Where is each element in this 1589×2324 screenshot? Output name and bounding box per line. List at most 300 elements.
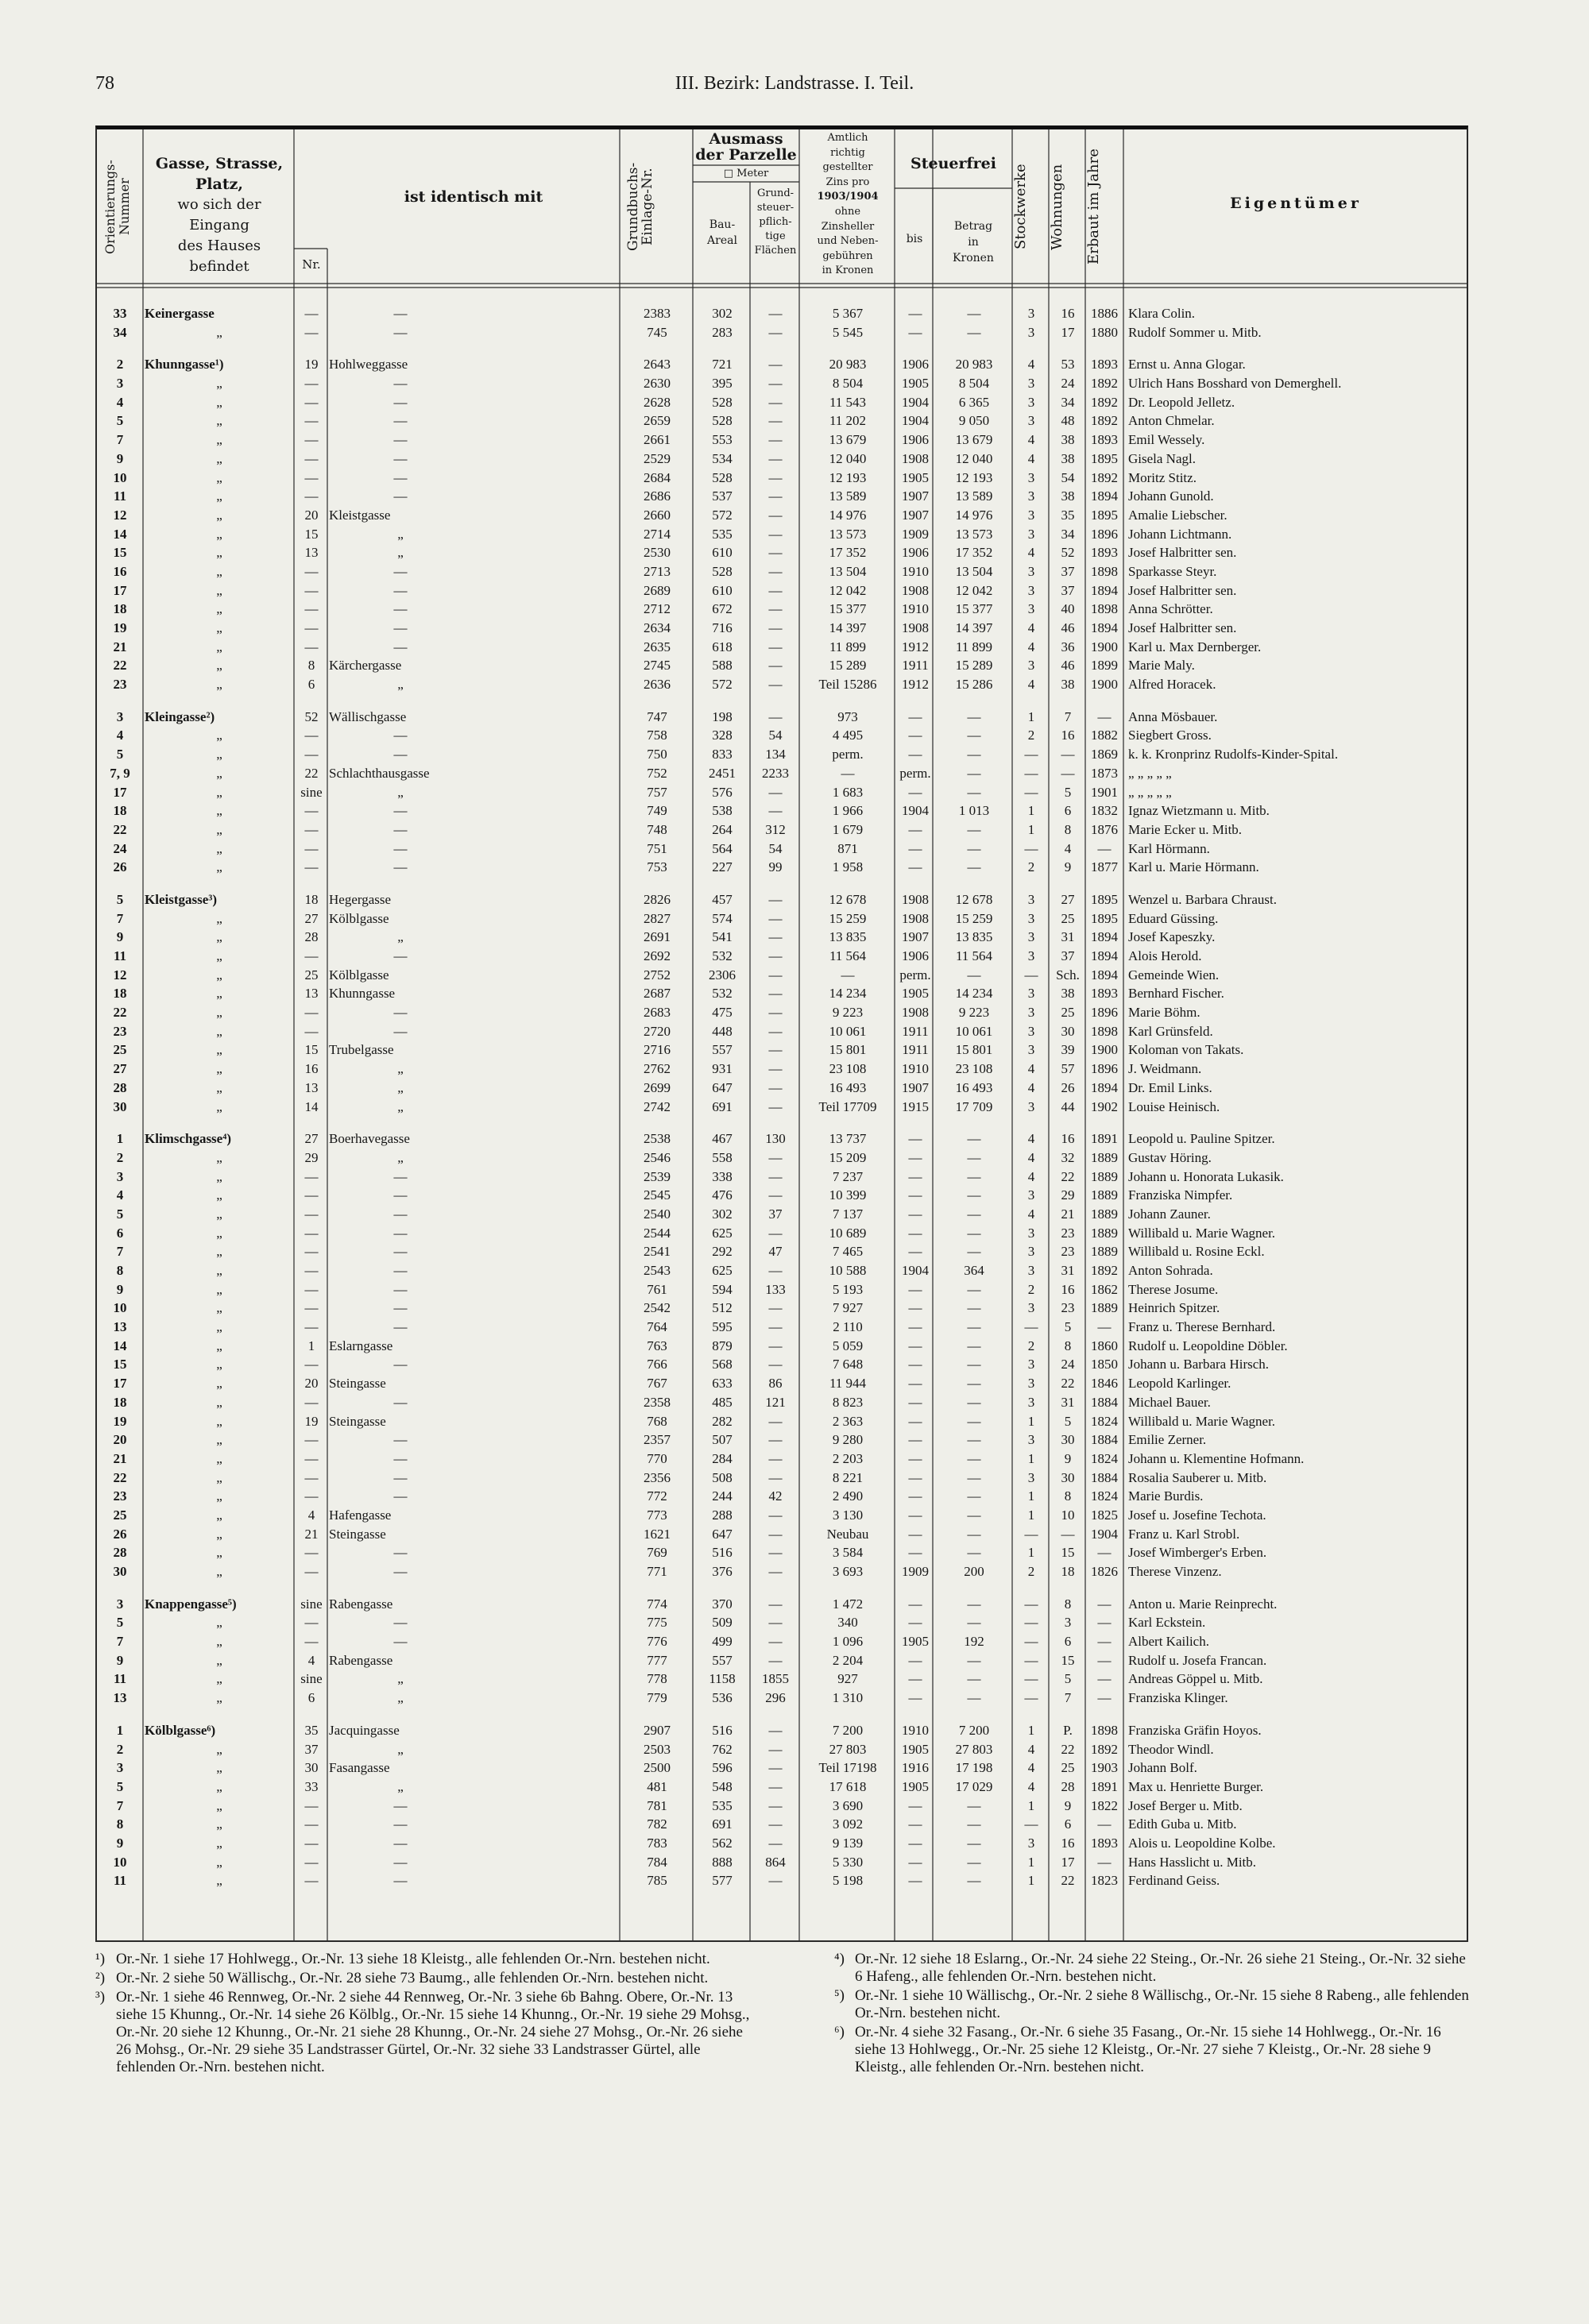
cell-eigentuemer: Franziska Nimpfer. bbox=[1128, 1187, 1233, 1203]
cell-nr: — bbox=[304, 1797, 319, 1813]
cell-grundbuch: 785 bbox=[647, 1873, 667, 1889]
cell-or-nr: 17 bbox=[113, 1376, 127, 1392]
cell-stockwerke: 2 bbox=[1027, 728, 1035, 743]
col-header-grundsteuer bbox=[752, 187, 799, 258]
cell-stockwerke: 4 bbox=[1027, 1760, 1035, 1776]
cell-steuerfrei-betrag: 8 504 bbox=[958, 376, 990, 392]
cell-identisch: — bbox=[393, 601, 408, 617]
cell-steuerfrei-bis: — bbox=[908, 1671, 922, 1687]
cell-wohnungen: 8 bbox=[1064, 1488, 1072, 1504]
cell-erbaut: 1892 bbox=[1091, 376, 1118, 392]
cell-erbaut: 1889 bbox=[1091, 1206, 1118, 1222]
cell-erbaut: 1898 bbox=[1091, 563, 1118, 579]
cell-bauareal: 716 bbox=[712, 620, 733, 635]
cell-grundbuch: 481 bbox=[647, 1778, 667, 1794]
cell-street: „ bbox=[216, 601, 222, 617]
cell-eigentuemer: Marie Burdis. bbox=[1128, 1488, 1204, 1504]
cell-zins: 7 137 bbox=[832, 1206, 864, 1222]
cell-zins: 10 399 bbox=[829, 1187, 867, 1203]
cell-steuerfrei-betrag: — bbox=[967, 1507, 981, 1523]
cell-bauareal: 535 bbox=[712, 1797, 733, 1813]
table-row bbox=[97, 858, 1467, 877]
cell-zins: 340 bbox=[837, 1615, 858, 1631]
cell-steuerfrei-bis: 1909 bbox=[902, 1564, 929, 1579]
cell-identisch: Fasangasse bbox=[329, 1760, 390, 1776]
cell-bauareal: 485 bbox=[712, 1394, 733, 1410]
cell-steuerfrei-betrag: — bbox=[967, 324, 981, 340]
cell-grundbuch: 2635 bbox=[644, 639, 671, 654]
cell-bauareal: 507 bbox=[712, 1432, 733, 1448]
cell-nr: — bbox=[304, 1263, 319, 1278]
cell-steuerfrei-betrag: — bbox=[967, 967, 981, 982]
footnote bbox=[95, 1989, 755, 2076]
cell-zins: 15 289 bbox=[829, 658, 867, 674]
cell-zins: 1 096 bbox=[832, 1634, 864, 1650]
cell-street: „ bbox=[216, 1432, 222, 1448]
cell-grundsteuer: — bbox=[768, 1300, 783, 1316]
cell-grundbuch: 2720 bbox=[644, 1023, 671, 1039]
cell-or-nr: 7 bbox=[116, 1244, 124, 1260]
cell-zins: 5 059 bbox=[832, 1338, 864, 1353]
cell-steuerfrei-bis: — bbox=[908, 306, 922, 321]
table-row bbox=[97, 1040, 1467, 1060]
cell-bauareal: 227 bbox=[712, 859, 733, 875]
cell-steuerfrei-betrag: — bbox=[967, 1413, 981, 1429]
cell-nr: 29 bbox=[304, 1149, 319, 1165]
cell-grundbuch: 2538 bbox=[644, 1131, 671, 1147]
cell-stockwerke: — bbox=[1024, 747, 1038, 762]
cell-stockwerke: 3 bbox=[1027, 306, 1035, 321]
cell-bauareal: 534 bbox=[712, 450, 733, 466]
cell-erbaut: 1869 bbox=[1091, 747, 1118, 762]
cell-grundsteuer: 37 bbox=[768, 1206, 783, 1222]
cell-stockwerke: 3 bbox=[1027, 986, 1035, 1002]
cell-stockwerke: 4 bbox=[1027, 545, 1035, 561]
cell-street: Kölblgasse⁶) bbox=[145, 1722, 216, 1738]
cell-grundsteuer: — bbox=[768, 1615, 783, 1631]
table-row bbox=[97, 1261, 1467, 1280]
cell-stockwerke: 3 bbox=[1027, 1357, 1035, 1372]
cell-erbaut: — bbox=[1097, 1319, 1112, 1335]
cell-identisch: — bbox=[393, 488, 408, 504]
table-row bbox=[97, 487, 1467, 506]
cell-steuerfrei-betrag: — bbox=[967, 1835, 981, 1851]
cell-erbaut: 1895 bbox=[1091, 910, 1118, 926]
cell-steuerfrei-bis: — bbox=[908, 821, 922, 837]
cell-stockwerke: 1 bbox=[1027, 1545, 1035, 1561]
table-row bbox=[97, 890, 1467, 909]
cell-or-nr: 27 bbox=[113, 1061, 127, 1077]
table-row bbox=[97, 1506, 1467, 1525]
cell-stockwerke: 1 bbox=[1027, 1507, 1035, 1523]
cell-grundbuch: 2762 bbox=[644, 1061, 671, 1077]
cell-wohnungen: 22 bbox=[1061, 1873, 1075, 1889]
cell-bauareal: 541 bbox=[712, 929, 733, 945]
cell-nr: — bbox=[304, 1488, 319, 1504]
cell-or-nr: 22 bbox=[113, 1469, 127, 1485]
table-row bbox=[97, 1079, 1467, 1098]
cell-eigentuemer: Alfred Horacek. bbox=[1128, 677, 1216, 693]
cell-or-nr: 22 bbox=[113, 821, 127, 837]
table-row bbox=[97, 1022, 1467, 1041]
cell-wohnungen: 30 bbox=[1061, 1432, 1075, 1448]
cell-steuerfrei-bis: 1907 bbox=[902, 929, 929, 945]
cell-bauareal: 2451 bbox=[709, 765, 736, 781]
cell-wohnungen: 39 bbox=[1061, 1042, 1075, 1058]
cell-nr: 52 bbox=[304, 708, 319, 724]
cell-wohnungen: Sch. bbox=[1056, 967, 1080, 982]
cell-wohnungen: 10 bbox=[1061, 1507, 1075, 1523]
col-header-betrag-line2: in bbox=[968, 236, 979, 249]
cell-or-nr: 1 bbox=[116, 1131, 124, 1147]
cell-wohnungen: 53 bbox=[1061, 357, 1075, 373]
cell-or-nr: 9 bbox=[116, 929, 124, 945]
cell-or-nr: 18 bbox=[113, 986, 127, 1002]
cell-street: Knappengasse⁵) bbox=[145, 1596, 237, 1612]
cell-bauareal: 528 bbox=[712, 469, 733, 485]
cell-street: „ bbox=[216, 1469, 222, 1485]
cell-steuerfrei-bis: 1906 bbox=[902, 357, 929, 373]
cell-erbaut: — bbox=[1097, 1816, 1112, 1832]
cell-steuerfrei-bis: 1905 bbox=[902, 1741, 929, 1757]
cell-erbaut: 1900 bbox=[1091, 677, 1118, 693]
cell-wohnungen: 38 bbox=[1061, 986, 1075, 1002]
cell-street: „ bbox=[216, 1816, 222, 1832]
cell-or-nr: 28 bbox=[113, 1079, 127, 1095]
cell-nr: — bbox=[304, 1816, 319, 1832]
cell-or-nr: 5 bbox=[116, 747, 124, 762]
col-header-grundbuch: Grundbuchs-Einlage-Nr. bbox=[625, 162, 655, 252]
cell-identisch: — bbox=[393, 1545, 408, 1561]
table-row bbox=[97, 1721, 1467, 1740]
cell-steuerfrei-betrag: — bbox=[967, 1797, 981, 1813]
cell-grundbuch: 784 bbox=[647, 1854, 667, 1870]
cell-or-nr: 19 bbox=[113, 1413, 127, 1429]
cell-erbaut: 1832 bbox=[1091, 803, 1118, 819]
cell-eigentuemer: Dr. Leopold Jelletz. bbox=[1128, 394, 1235, 410]
cell-grundbuch: 2630 bbox=[644, 376, 671, 392]
cell-or-nr: 4 bbox=[116, 728, 124, 743]
cell-street: „ bbox=[216, 526, 222, 542]
cell-identisch: „ bbox=[397, 545, 404, 561]
col-header-grundsteuer-line4: tige bbox=[765, 230, 786, 242]
cell-bauareal: 691 bbox=[712, 1098, 733, 1114]
group-gap bbox=[97, 342, 1467, 355]
cell-nr: 4 bbox=[307, 1652, 315, 1668]
cell-bauareal: 282 bbox=[712, 1413, 733, 1429]
cell-zins: 3 092 bbox=[832, 1816, 864, 1832]
cell-steuerfrei-betrag: — bbox=[967, 1432, 981, 1448]
table-row bbox=[97, 745, 1467, 764]
cell-bauareal: 528 bbox=[712, 563, 733, 579]
table-row bbox=[97, 1148, 1467, 1168]
cell-grundsteuer: 1855 bbox=[762, 1671, 789, 1687]
cell-or-nr: 11 bbox=[113, 488, 127, 504]
cell-grundsteuer: — bbox=[768, 929, 783, 945]
cell-stockwerke: 3 bbox=[1027, 1244, 1035, 1260]
cell-identisch: — bbox=[393, 639, 408, 654]
cell-or-nr: 34 bbox=[113, 324, 127, 340]
cell-street: „ bbox=[216, 582, 222, 598]
cell-stockwerke: 3 bbox=[1027, 658, 1035, 674]
cell-steuerfrei-bis: 1905 bbox=[902, 469, 929, 485]
cell-stockwerke: 3 bbox=[1027, 394, 1035, 410]
cell-steuerfrei-betrag: 13 679 bbox=[955, 432, 993, 448]
cell-steuerfrei-bis: 1905 bbox=[902, 986, 929, 1002]
cell-bauareal: 595 bbox=[712, 1319, 733, 1335]
cell-grundbuch: 2543 bbox=[644, 1263, 671, 1278]
cell-eigentuemer: Johann Zauner. bbox=[1128, 1206, 1211, 1222]
cell-street: „ bbox=[216, 784, 222, 800]
cell-zins: 4 495 bbox=[832, 728, 864, 743]
cell-zins: 11 202 bbox=[829, 413, 867, 429]
col-header-gasse-line1: Gasse, Strasse, Platz, bbox=[155, 155, 284, 193]
cell-bauareal: 1158 bbox=[709, 1671, 736, 1687]
table-row bbox=[97, 1834, 1467, 1853]
cell-grundbuch: 770 bbox=[647, 1450, 667, 1466]
cell-stockwerke: — bbox=[1024, 1634, 1038, 1650]
table-row bbox=[97, 1562, 1467, 1581]
cell-grundsteuer: — bbox=[768, 1469, 783, 1485]
cell-bauareal: 283 bbox=[712, 324, 733, 340]
cell-steuerfrei-betrag: — bbox=[967, 1319, 981, 1335]
cell-steuerfrei-bis: 1910 bbox=[902, 1722, 929, 1738]
cell-wohnungen: 25 bbox=[1061, 910, 1075, 926]
table-row bbox=[97, 1280, 1467, 1299]
cell-nr: — bbox=[304, 1450, 319, 1466]
cell-street: „ bbox=[216, 1526, 222, 1542]
cell-or-nr: 11 bbox=[113, 1671, 127, 1687]
cell-erbaut: 1876 bbox=[1091, 821, 1118, 837]
cell-grundsteuer: — bbox=[768, 1263, 783, 1278]
cell-grundbuch: 2907 bbox=[644, 1722, 671, 1738]
cell-or-nr: 15 bbox=[113, 545, 127, 561]
cell-eigentuemer: Rudolf u. Josefa Francan. bbox=[1128, 1652, 1267, 1668]
table-row bbox=[97, 600, 1467, 619]
cell-identisch: — bbox=[393, 1432, 408, 1448]
cell-stockwerke: 3 bbox=[1027, 1300, 1035, 1316]
cell-street: „ bbox=[216, 967, 222, 982]
table-row bbox=[97, 1430, 1467, 1450]
col-header-grundsteuer-line3: pflich- bbox=[759, 216, 792, 228]
cell-wohnungen: 44 bbox=[1061, 1098, 1075, 1114]
cell-wohnungen: 46 bbox=[1061, 658, 1075, 674]
group-gap bbox=[97, 694, 1467, 708]
cell-stockwerke: 3 bbox=[1027, 1469, 1035, 1485]
cell-steuerfrei-bis: 1904 bbox=[902, 803, 929, 819]
cell-identisch: „ bbox=[397, 1149, 404, 1165]
cell-eigentuemer: Leopold u. Pauline Spitzer. bbox=[1128, 1131, 1275, 1147]
cell-eigentuemer: Leopold Karlinger. bbox=[1128, 1376, 1231, 1392]
cell-stockwerke: 4 bbox=[1027, 357, 1035, 373]
col-header-zins-line10: in Kronen bbox=[822, 264, 874, 277]
cell-grundbuch: 2530 bbox=[644, 545, 671, 561]
cell-steuerfrei-bis: 1906 bbox=[902, 432, 929, 448]
cell-eigentuemer: Franziska Klinger. bbox=[1128, 1690, 1228, 1706]
cell-grundsteuer: — bbox=[768, 376, 783, 392]
cell-street: „ bbox=[216, 394, 222, 410]
cell-steuerfrei-bis: — bbox=[908, 1690, 922, 1706]
cell-erbaut: 1893 bbox=[1091, 986, 1118, 1002]
cell-wohnungen: 5 bbox=[1064, 1319, 1072, 1335]
cell-zins: 3 130 bbox=[832, 1507, 864, 1523]
col-header-meter: □ Meter bbox=[723, 168, 769, 180]
cell-stockwerke: 3 bbox=[1027, 891, 1035, 907]
cell-eigentuemer: Gemeinde Wien. bbox=[1128, 967, 1220, 982]
running-title: III. Bezirk: Landstrasse. I. Teil. bbox=[675, 73, 914, 94]
cell-street: Kleistgasse³) bbox=[145, 891, 218, 907]
cell-steuerfrei-bis: 1915 bbox=[902, 1098, 929, 1114]
cell-stockwerke: — bbox=[1024, 1615, 1038, 1631]
cell-steuerfrei-bis: 1908 bbox=[902, 891, 929, 907]
cell-stockwerke: 3 bbox=[1027, 469, 1035, 485]
cell-zins: Teil 17709 bbox=[818, 1098, 877, 1114]
cell-stockwerke: 4 bbox=[1027, 639, 1035, 654]
cell-grundsteuer: — bbox=[768, 986, 783, 1002]
cell-wohnungen: 4 bbox=[1064, 840, 1072, 856]
cell-erbaut: 1824 bbox=[1091, 1488, 1118, 1504]
cell-wohnungen: 27 bbox=[1061, 891, 1075, 907]
cell-nr: 25 bbox=[304, 967, 319, 982]
cell-zins: 1 958 bbox=[832, 859, 864, 875]
cell-grundbuch: 2714 bbox=[644, 526, 671, 542]
cell-nr: — bbox=[304, 1005, 319, 1021]
cell-stockwerke: — bbox=[1024, 1526, 1038, 1542]
cell-grundsteuer: — bbox=[768, 1357, 783, 1372]
table-row bbox=[97, 656, 1467, 675]
cell-grundsteuer: 121 bbox=[765, 1394, 786, 1410]
cell-grundsteuer: — bbox=[768, 1778, 783, 1794]
cell-erbaut: — bbox=[1097, 1854, 1112, 1870]
cell-or-nr: 30 bbox=[113, 1098, 127, 1114]
cell-grundsteuer: — bbox=[768, 1526, 783, 1542]
cell-bauareal: 516 bbox=[712, 1545, 733, 1561]
cell-wohnungen: 15 bbox=[1061, 1545, 1075, 1561]
cell-steuerfrei-betrag: — bbox=[967, 1596, 981, 1612]
cell-street: „ bbox=[216, 1741, 222, 1757]
cell-nr: 15 bbox=[304, 526, 319, 542]
cell-steuerfrei-betrag: — bbox=[967, 1394, 981, 1410]
cell-steuerfrei-betrag: — bbox=[967, 1168, 981, 1184]
cell-identisch: — bbox=[393, 1394, 408, 1410]
cell-grundsteuer: — bbox=[768, 357, 783, 373]
cell-or-nr: 18 bbox=[113, 1394, 127, 1410]
cell-wohnungen: P. bbox=[1063, 1722, 1073, 1738]
cell-or-nr: 5 bbox=[116, 891, 124, 907]
cell-steuerfrei-bis: — bbox=[908, 1319, 922, 1335]
cell-or-nr: 10 bbox=[113, 1300, 127, 1316]
footnote-text: Or.-Nr. 12 siehe 18 Eslarng., Or.-Nr. 24 siehe 22 Steing., Or.-Nr. 26 siehe 21 Steing., Or.-Nr. 32 siehe 6 Hafeng., alle fehlenden Or.-Nrn. bestehen nicht. bbox=[855, 1951, 1466, 1985]
cell-eigentuemer: Andreas Göppel u. Mitb. bbox=[1128, 1671, 1263, 1687]
cell-nr: — bbox=[304, 1168, 319, 1184]
cell-grundsteuer: — bbox=[768, 488, 783, 504]
cell-grundbuch: 2500 bbox=[644, 1760, 671, 1776]
cell-grundsteuer: — bbox=[768, 1545, 783, 1561]
cell-zins: 7 237 bbox=[832, 1168, 864, 1184]
cell-zins: 17 618 bbox=[829, 1778, 867, 1794]
cell-bauareal: 284 bbox=[712, 1450, 733, 1466]
cell-grundbuch: 1621 bbox=[644, 1526, 671, 1542]
cell-grundsteuer: — bbox=[768, 1432, 783, 1448]
cell-eigentuemer: Willibald u. Rosine Eckl. bbox=[1128, 1244, 1265, 1260]
cell-grundbuch: 766 bbox=[647, 1357, 667, 1372]
cell-erbaut: — bbox=[1097, 1671, 1112, 1687]
cell-erbaut: 1894 bbox=[1091, 620, 1118, 635]
cell-identisch: „ bbox=[397, 784, 404, 800]
cell-wohnungen: 38 bbox=[1061, 488, 1075, 504]
cell-identisch: — bbox=[393, 376, 408, 392]
cell-bauareal: 625 bbox=[712, 1263, 733, 1278]
cell-grundbuch: 2683 bbox=[644, 1005, 671, 1021]
cell-grundsteuer: — bbox=[768, 450, 783, 466]
cell-or-nr: 12 bbox=[113, 967, 127, 982]
col-header-nr: Nr. bbox=[302, 257, 321, 272]
cell-grundsteuer: — bbox=[768, 1061, 783, 1077]
cell-stockwerke: — bbox=[1024, 1652, 1038, 1668]
cell-grundsteuer: 133 bbox=[765, 1281, 786, 1297]
cell-stockwerke: 1 bbox=[1027, 1854, 1035, 1870]
cell-eigentuemer: Karl u. Marie Hörmann. bbox=[1128, 859, 1259, 875]
col-header-identisch: ist identisch mit bbox=[404, 188, 543, 206]
cell-erbaut: 1894 bbox=[1091, 948, 1118, 963]
cell-wohnungen: 16 bbox=[1061, 728, 1075, 743]
cell-zins: 13 737 bbox=[829, 1131, 867, 1147]
cell-street: „ bbox=[216, 376, 222, 392]
cell-steuerfrei-betrag: — bbox=[967, 728, 981, 743]
cell-zins: 8 504 bbox=[832, 376, 864, 392]
cell-or-nr: 18 bbox=[113, 601, 127, 617]
cell-eigentuemer: Edith Guba u. Mitb. bbox=[1128, 1816, 1237, 1832]
cell-nr: — bbox=[304, 582, 319, 598]
cell-wohnungen: 16 bbox=[1061, 1835, 1075, 1851]
cell-grundsteuer: — bbox=[768, 1042, 783, 1058]
cell-zins: 15 209 bbox=[829, 1149, 867, 1165]
cell-nr: — bbox=[304, 1281, 319, 1297]
cell-identisch: — bbox=[393, 620, 408, 635]
cell-steuerfrei-bis: — bbox=[908, 1450, 922, 1466]
cell-erbaut: 1824 bbox=[1091, 1413, 1118, 1429]
col-header-zins-line9: gebühren bbox=[822, 249, 873, 262]
cell-steuerfrei-betrag: — bbox=[967, 1225, 981, 1241]
cell-zins: 13 573 bbox=[829, 526, 867, 542]
cell-bauareal: 572 bbox=[712, 507, 733, 523]
cell-wohnungen: 37 bbox=[1061, 563, 1075, 579]
cell-stockwerke: 3 bbox=[1027, 1005, 1035, 1021]
cell-wohnungen: 34 bbox=[1061, 526, 1075, 542]
cell-or-nr: 3 bbox=[116, 376, 124, 392]
cell-grundbuch: 769 bbox=[647, 1545, 667, 1561]
cell-steuerfrei-betrag: — bbox=[967, 1545, 981, 1561]
table-row bbox=[97, 1871, 1467, 1890]
cell-eigentuemer: Ferdinand Geiss. bbox=[1128, 1873, 1220, 1889]
cell-grundbuch: 2541 bbox=[644, 1244, 671, 1260]
col-header-bauareal-line2: Areal bbox=[707, 234, 737, 247]
cell-bauareal: 931 bbox=[712, 1061, 733, 1077]
cell-steuerfrei-betrag: 9 223 bbox=[958, 1005, 990, 1021]
table-row bbox=[97, 984, 1467, 1003]
cell-bauareal: 2306 bbox=[709, 967, 736, 982]
cell-wohnungen: 5 bbox=[1064, 1671, 1072, 1687]
cell-street: „ bbox=[216, 563, 222, 579]
table-row bbox=[97, 430, 1467, 450]
cell-eigentuemer: Willibald u. Marie Wagner. bbox=[1128, 1413, 1276, 1429]
cell-grundsteuer: — bbox=[768, 1760, 783, 1776]
table-row bbox=[97, 1318, 1467, 1337]
table-row bbox=[97, 525, 1467, 544]
cell-zins: 5 330 bbox=[832, 1854, 864, 1870]
cell-erbaut: 1884 bbox=[1091, 1469, 1118, 1485]
cell-wohnungen: 54 bbox=[1061, 469, 1075, 485]
